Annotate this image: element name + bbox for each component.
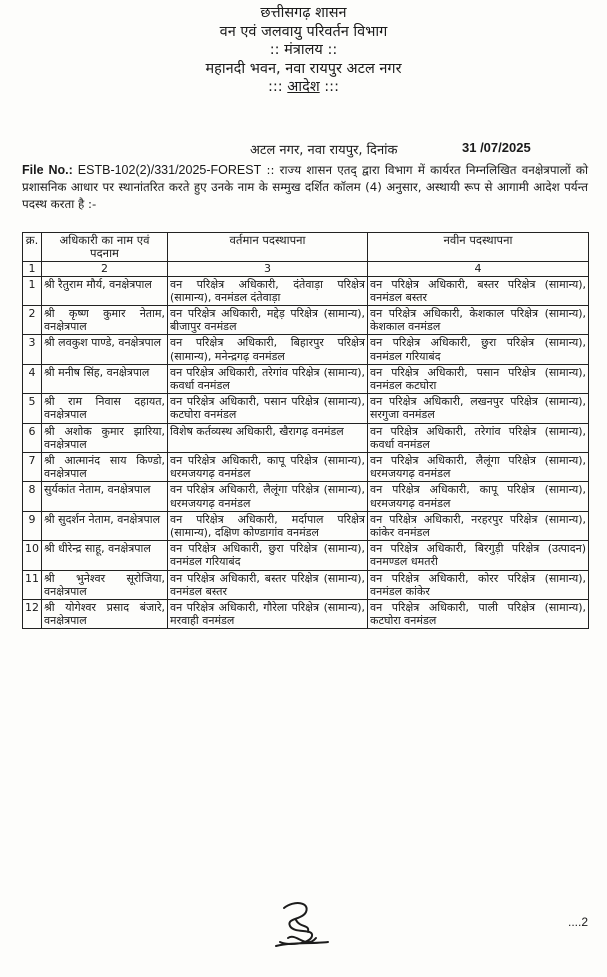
current-posting: वन परिक्षेत्र अधिकारी, पसान परिक्षेत्र (सामान्य), कटघोरा वनमंडल (168, 394, 368, 423)
officer-name-designation: श्री अशोक कुमार झारिया, वनक्षेत्रपाल (42, 423, 168, 452)
row-serial-number: 3 (23, 335, 42, 364)
col-number: 4 (368, 262, 589, 276)
order-title-line (0, 78, 607, 97)
new-posting: वन परिक्षेत्र अधिकारी, लैलूंगा परिक्षेत्र (सामान्य), धरमजयगढ़ वनमंडल (368, 453, 589, 482)
header-sn: क्र. (23, 233, 42, 262)
table-row (23, 423, 589, 452)
row-serial-number: 8 (23, 482, 42, 511)
table-row (23, 600, 589, 629)
officer-name-designation: श्री रैतुराम मौर्य, वनक्षेत्रपाल (42, 276, 168, 305)
table-header-row (23, 233, 589, 262)
current-posting: वन परिक्षेत्र अधिकारी, गौरेला परिक्षेत्र (सामान्य), मरवाही वनमंडल (168, 600, 368, 629)
current-posting: वन परिक्षेत्र अधिकारी, लैलूंगा परिक्षेत्र (सामान्य), धरमजयगढ़ वनमंडल (168, 482, 368, 511)
signature-icon (266, 898, 336, 956)
col-number: 3 (168, 262, 368, 276)
new-posting: वन परिक्षेत्र अधिकारी, बस्तर परिक्षेत्र (सामान्य), वनमंडल बस्तर (368, 276, 589, 305)
intro-paragraph (22, 162, 588, 213)
table-row (23, 453, 589, 482)
new-posting: वन परिक्षेत्र अधिकारी, नरहरपुर परिक्षेत्र (सामान्य), कांकेर वनमंडल (368, 511, 589, 540)
new-posting: वन परिक्षेत्र अधिकारी, कापू परिक्षेत्र (सामान्य), धरमजयगढ़ वनमंडल (368, 482, 589, 511)
row-serial-number: 6 (23, 423, 42, 452)
new-posting: वन परिक्षेत्र अधिकारी, कोरर परिक्षेत्र (सामान्य), वनमंडल कांकेर (368, 570, 589, 599)
current-posting: वन परिक्षेत्र अधिकारी, बिहारपुर परिक्षेत्र (सामान्य), मनेन्द्रगढ़ वनमंडल (168, 335, 368, 364)
row-serial-number: 1 (23, 276, 42, 305)
row-serial-number: 2 (23, 306, 42, 335)
current-posting: वन परिक्षेत्र अधिकारी, कापू परिक्षेत्र (सामान्य), धरमजयगढ़ वनमंडल (168, 453, 368, 482)
row-serial-number: 4 (23, 364, 42, 393)
ministry-label: :: मंत्रालय :: (269, 42, 338, 58)
col-number: 2 (42, 262, 168, 276)
header-new-posting: नवीन पदस्थापना (368, 233, 589, 262)
current-posting: वन परिक्षेत्र अधिकारी, छुरा परिक्षेत्र (सामान्य), वनमंडल गरियाबंद (168, 541, 368, 570)
header-current-posting: वर्तमान पदस्थापना (168, 233, 368, 262)
table-row (23, 364, 589, 393)
table-row (23, 511, 589, 540)
file-number: ESTB-102(2)/331/2025-FOREST (77, 163, 262, 177)
current-posting: वन परिक्षेत्र अधिकारी, मद्देड़ परिक्षेत्र (सामान्य), बीजापुर वनमंडल (168, 306, 368, 335)
file-number-line (22, 163, 261, 177)
new-posting: वन परिक्षेत्र अधिकारी, छुरा परिक्षेत्र (सामान्य), वनमंडल गरियाबंद (368, 335, 589, 364)
page-marker: ....2 (568, 915, 589, 929)
intro-text: :: राज्य शासन एतद् द्वारा विभाग में कार्यरत निम्नलिखित वनक्षेत्रपालों को प्रशासनिक आधार पर स्थानांतरित करते हुए उनके नाम के सम्मुख दर्शित कॉलम (4) अनुसार, अस्थायी रूप से आगामी आदेश पर्यन्त पदस्थ करता है :- (22, 163, 588, 211)
new-posting: वन परिक्षेत्र अधिकारी, बिरगुड़ी परिक्षेत्र (उत्पादन) वनमण्डल धमतरी (368, 541, 589, 570)
officer-name-designation: सुर्यकांत नेताम, वनक्षेत्रपाल (42, 482, 168, 511)
order-date: 31 /07/2025 (462, 140, 531, 155)
new-posting: वन परिक्षेत्र अधिकारी, पाली परिक्षेत्र (सामान्य), कटघोरा वनमंडल (368, 600, 589, 629)
header-name: अधिकारी का नाम एवं पदनाम (42, 233, 168, 262)
officer-name-designation: श्री लवकुश पाण्डे, वनक्षेत्रपाल (42, 335, 168, 364)
new-posting: वन परिक्षेत्र अधिकारी, केशकाल परिक्षेत्र (सामान्य), केशकाल वनमंडल (368, 306, 589, 335)
new-posting: वन परिक्षेत्र अधिकारी, लखनपुर परिक्षेत्र (सामान्य), सरगुजा वनमंडल (368, 394, 589, 423)
row-serial-number: 5 (23, 394, 42, 423)
table-row (23, 482, 589, 511)
table-row (23, 306, 589, 335)
new-posting: वन परिक्षेत्र अधिकारी, तरेगांव परिक्षेत्र (सामान्य), कवर्धा वनमंडल (368, 423, 589, 452)
row-serial-number: 12 (23, 600, 42, 629)
current-posting: वन परिक्षेत्र अधिकारी, बस्तर परिक्षेत्र (सामान्य), वनमंडल बस्तर (168, 570, 368, 599)
row-serial-number: 10 (23, 541, 42, 570)
officer-name-designation: श्री राम निवास दहायत, वनक्षेत्रपाल (42, 394, 168, 423)
document-header (0, 4, 607, 97)
row-serial-number: 9 (23, 511, 42, 540)
officer-name-designation: श्री भुनेश्वर सूरोजिया, वनक्षेत्रपाल (42, 570, 168, 599)
table-row (23, 335, 589, 364)
address-line: महानदी भवन, नवा रायपुर अटल नगर (205, 60, 402, 77)
table-row (23, 570, 589, 599)
current-posting: वन परिक्षेत्र अधिकारी, मर्दापाल परिक्षेत्र (सामान्य), दक्षिण कोण्डागांव वनमंडल (168, 511, 368, 540)
row-serial-number: 7 (23, 453, 42, 482)
order-title: आदेश (287, 79, 320, 95)
row-serial-number: 11 (23, 570, 42, 599)
table-row (23, 276, 589, 305)
officer-name-designation: श्री सुदर्शन नेताम, वनक्षेत्रपाल (42, 511, 168, 540)
officer-name-designation: श्री कृष्ण कुमार नेताम, वनक्षेत्रपाल (42, 306, 168, 335)
order-prefix: ::: (268, 79, 283, 95)
officer-name-designation: श्री धीरेन्द्र साहू, वनक्षेत्रपाल (42, 541, 168, 570)
table-row (23, 394, 589, 423)
file-label: File No.: (22, 163, 73, 177)
column-number-row (23, 262, 589, 276)
transfer-table (22, 232, 589, 629)
new-posting: वन परिक्षेत्र अधिकारी, पसान परिक्षेत्र (सामान्य), वनमंडल कटघोरा (368, 364, 589, 393)
current-posting: वन परिक्षेत्र अधिकारी, तरेगांव परिक्षेत्र (सामान्य), कवर्धा वनमंडल (168, 364, 368, 393)
department-name: वन एवं जलवायु परिवर्तन विभाग (219, 23, 388, 40)
government-name: छत्तीसगढ़ शासन (260, 5, 347, 21)
place-and-date-label: अटल नगर, नवा रायपुर, दिनांक (250, 143, 398, 158)
table-row (23, 541, 589, 570)
officer-name-designation: श्री आत्मानंद साय किण्डो, वनक्षेत्रपाल (42, 453, 168, 482)
current-posting: विशेष कर्तव्यस्थ अधिकारी, खैरागढ़ वनमंडल (168, 423, 368, 452)
current-posting: वन परिक्षेत्र अधिकारी, दंतेवाड़ा परिक्षेत्र (सामान्य), वनमंडल दंतेवाड़ा (168, 276, 368, 305)
officer-name-designation: श्री योगेश्वर प्रसाद बंजारे, वनक्षेत्रपाल (42, 600, 168, 629)
officer-name-designation: श्री मनीष सिंह, वनक्षेत्रपाल (42, 364, 168, 393)
order-suffix: ::: (324, 79, 339, 95)
col-number: 1 (23, 262, 42, 276)
